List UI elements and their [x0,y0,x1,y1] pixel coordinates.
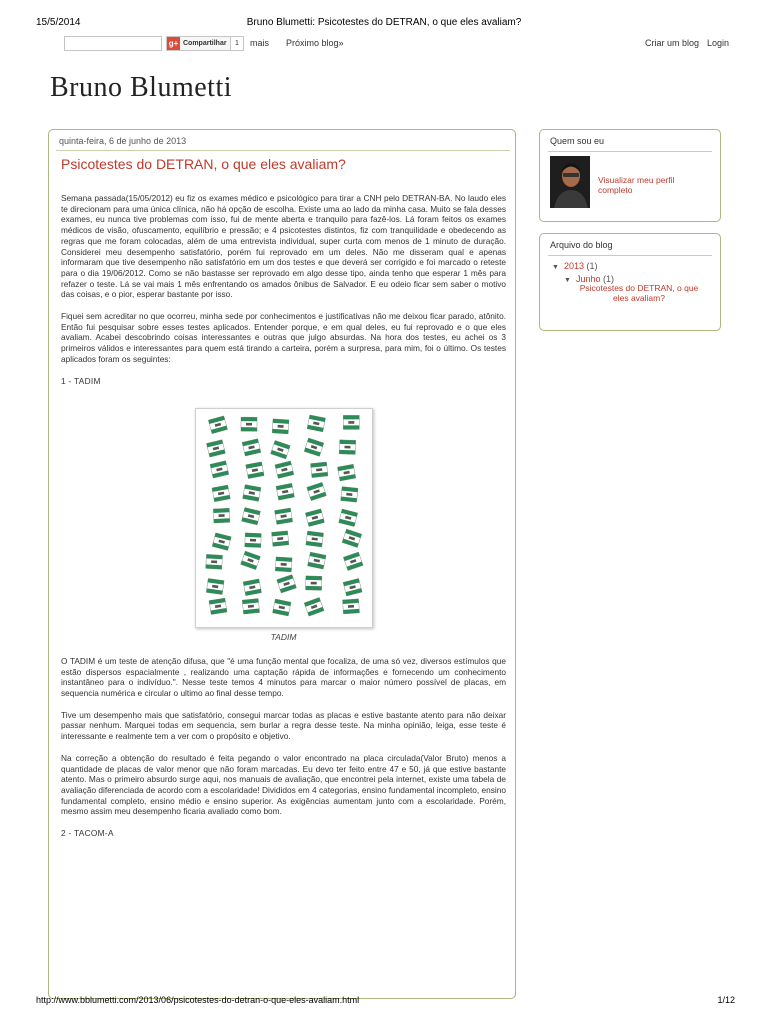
print-page-number: 1/12 [717,995,735,1005]
widget-divider [548,151,712,152]
tadim-sign [275,508,293,524]
widget-divider [548,255,712,256]
more-link[interactable]: mais [250,38,270,48]
section-heading-tadim: 1 - TADIM [61,375,101,386]
section-heading-tacom: 2 - TACOM-A [61,828,114,839]
expand-triangle-icon[interactable]: ▼ [552,264,559,271]
tadim-sign [243,579,261,596]
post-paragraph: Semana passada(15/05/2012) eu fiz os exames médico e psicológico para tirar a CNH pelo DETRAN-BA. No laudo eles te direcionam para uma única clínica, não há opção de escolha. Existe uma ao lado da minha casa. Muito se fala desses exames, eu nunca tive problemas com isso, fui de mente aberta e tranquilo para fazê-los. Lá foram feitos os exames médicos de visão, ofuscamento, equilíbrio e pressão; e 4 psicotestes distintos, fiz com tranquilidade e obedecendo as regras que me foram colocadas, além de uma entrevista individual, super curta com menos de 1 minuto de duração. Considerei meu desempenho satisfatório, porém fui reprovado em um deles. Não me disseram qual e apenas informaram que tive desempenho não satisfatório em um dos testes e que deverá ser corrigido e foi marcado o reteste para o dia 19/06/2012. Como se não bastasse ser reprovado em algo desse tipo, ainda tenho que esperar 1 mês para refazer o teste. Lá se vai mais 1 mês enfrentando os amados ônibus de Salvador. E eu odeio ficar sem saber o motivo das coisas, e o pior, esperar bastante por isso. [61,193,506,300]
archive-year-2013[interactable] [552,261,597,273]
tadim-sign [206,579,224,595]
blogger-navbar [40,36,736,56]
tadim-sign [277,575,297,593]
archive-month-label[interactable]: Junho [575,274,601,284]
next-blog-link[interactable]: Próximo blog» [286,38,344,48]
tadim-sign [271,441,291,459]
tadim-sign [272,531,289,547]
tadim-sign [245,533,262,548]
tadim-sign [305,509,324,527]
tadim-sign [339,509,358,527]
tadim-sign [212,485,230,502]
post-body [61,193,506,861]
tadim-sign [304,598,324,617]
tadim-sign [343,552,363,570]
tadim-sign [272,419,289,434]
tadim-sign [246,462,264,479]
tadim-sign [342,529,362,547]
post-paragraph: Tive um desempenho mais que satisfatório, consegui marcar todas as placas e estive bastante atento para não deixar passar nenhum. Marquei todas em sequencia, sem burlar a regra desse teste. Na minha opinião, leiga, esse teste é interessante e realmente tem a ver com o propósito e objetivo. [61,709,506,742]
tadim-sign [241,417,257,431]
tadim-sign [241,551,261,570]
tadim-sign [208,416,227,434]
post-divider [56,150,510,151]
share-count: 1 [230,36,244,51]
tadim-sign [343,579,362,596]
print-date: 15/5/2014 [36,17,81,28]
tadim-sign [210,461,229,478]
share-label: Compartilhar [183,40,227,47]
post-paragraph: Na correção a obtenção do resultado é feita pegando o valor encontrado na placa circulada(Valor Bruto) menos a quantidade de placas de valor menor que não foram marcadas. Eu devo ter feito entre 47 e 50, já que estive bastante atento. Mas o primeiro absurdo surge aqui, nos manuais de avaliação, que encontrei pela internet, existe uma tabela de avaliação diferenciada de acordo com a escolaridade! Divididos em 4 categorias, ensino fundamental incompleto, ensino fundamental completo, ensino médio e ensino superior. As exigências aumentam junto com a escolaridade. Porém, mesmo assim meu desempenho ficaria avaliado como bom. [61,752,506,817]
archive-year-label[interactable]: 2013 [563,261,584,271]
tadim-sign [212,533,231,551]
tadim-sign [343,599,360,614]
post-title[interactable]: Psicotestes do DETRAN, o que eles avaliam? [61,156,346,172]
print-page-title: Bruno Blumetti: Psicotestes do DETRAN, o que eles avaliam? [246,17,522,28]
tadim-sign [242,439,261,456]
tadim-sign [307,483,327,501]
tadim-sign [213,509,230,524]
login-link[interactable]: Login [706,38,729,48]
tadim-sign [275,557,292,572]
tadim-test-image[interactable] [195,408,373,628]
post-date: quinta-feira, 6 de junho de 2013 [59,136,187,146]
google-plus-icon: g+ [168,39,179,48]
tadim-sign [243,485,261,502]
image-caption: TADIM [270,632,297,643]
archive-post-link[interactable]: Psicotestes do DETRAN, o que eles avaliam? [579,283,699,303]
tadim-sign [275,461,294,478]
tadim-sign [308,552,327,569]
tadim-sign [311,462,328,478]
view-profile-link[interactable]: Visualizar meu perfil completo [598,175,675,195]
create-blog-link[interactable]: Criar um blog [644,38,699,48]
tadim-sign [339,440,355,455]
tadim-sign [307,415,325,432]
expand-triangle-icon[interactable]: ▼ [564,277,571,284]
archive-widget [539,233,721,331]
tadim-sign [341,487,358,503]
profile-photo-image [550,156,590,208]
profile-photo[interactable] [550,156,590,208]
tadim-sign [206,555,223,570]
post-paragraph: O TADIM é um teste de atenção difusa, que "é uma função mental que focaliza, de uma só vez, diversos estímulos que estão dispersos espacialmente , realizando uma captação rápida de informações e fornecendo um conhecimento instantâneo para o indivíduo.". Nesse teste temos 4 minutos para marcar o maior número possível de placas, em sequencia numérica e circular o ultimo ao final desse tempo. [61,655,506,699]
tadim-sign [242,599,259,615]
blog-title[interactable]: Bruno Blumetti [50,72,232,103]
tadim-sign [273,599,291,616]
archive-year-count: (1) [586,261,598,271]
tadim-sign [242,508,261,525]
about-widget [539,129,721,222]
post-container [48,129,516,999]
navbar-search-input[interactable] [64,36,162,51]
archive-month-count: (1) [602,274,614,284]
tadim-sign [304,438,324,456]
post-paragraph: Fiquei sem acreditar no que ocorreu, minha sede por conhecimentos e justificativas não me deixou ficar parado, atônito. Então fui pesquisar sobre esses testes aplicados. Entender porque, e em qual deles, eu fui reprovado e o que eles avaliam. Acabei descobrindo coisas interessantes e outras que julgo absurdas. Na hora dos testes, eu achei os 3 primeiros válidos e interessantes para quem está tirando a carteira, porém a surpresa, para mim, foi o último. Os testes aplicados foram os seguintes: [61,311,506,364]
tadim-sign [337,465,355,482]
tadim-sign [306,531,324,547]
tadim-sign [206,440,225,457]
share-button[interactable] [166,36,232,51]
archive-widget-title: Arquivo do blog [550,240,613,250]
tadim-sign [343,416,359,430]
tadim-sign [209,598,227,614]
about-widget-title: Quem sou eu [550,136,605,146]
tadim-sign [276,484,294,501]
tadim-sign [306,576,322,590]
print-url: http://www.bblumetti.com/2013/06/psicotestes-do-detran-o-que-eles-avaliam.html [36,995,360,1005]
